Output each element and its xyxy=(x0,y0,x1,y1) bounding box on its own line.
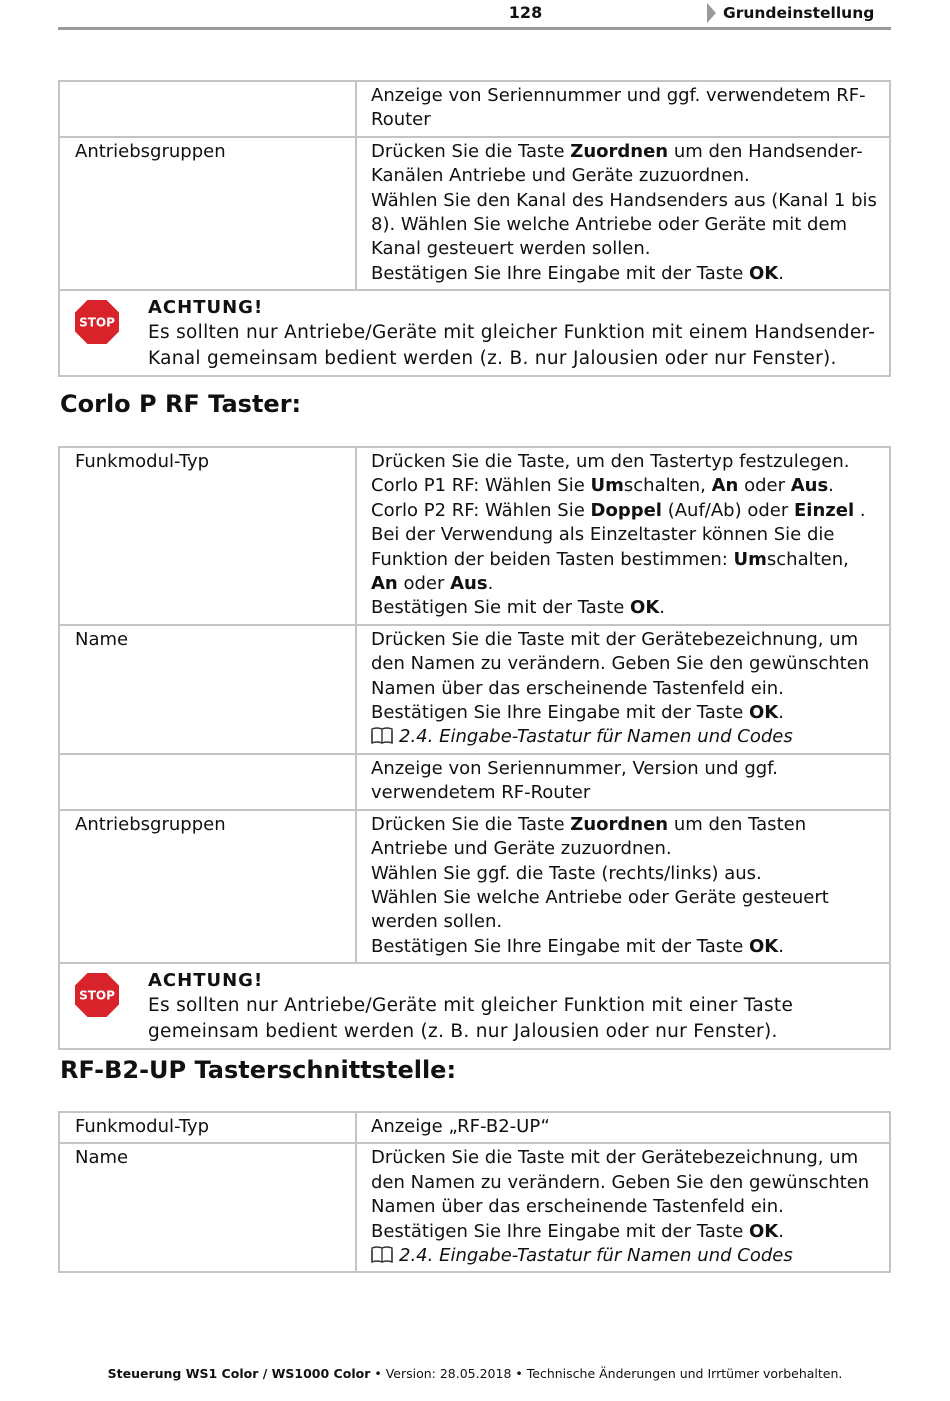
text: . xyxy=(778,935,784,957)
row-label: Funkmodul-Typ xyxy=(59,1112,356,1143)
text: Drücken Sie die Taste xyxy=(371,140,571,162)
text: Drücken Sie die Taste, um den Tastertyp festzulegen. xyxy=(371,451,850,472)
footer-separator: • xyxy=(370,1366,386,1381)
warning-title: ACHTUNG! xyxy=(148,970,264,992)
footer-separator: • xyxy=(511,1366,527,1381)
option-name: Um xyxy=(733,548,767,570)
section-title: Grundeinstellung xyxy=(723,4,875,22)
warning-text: Es sollten nur Antriebe/Geräte mit gleicher Funktion mit einer Taste gemeinsam bedient werden (z. B. nur Jalousien oder nur Fenster). xyxy=(148,995,794,1042)
table-corlo-taster xyxy=(58,446,891,1050)
stop-label: STOP xyxy=(79,988,115,1003)
key-name: Zuordnen xyxy=(570,813,669,835)
option-name: Doppel xyxy=(590,499,662,521)
footer-note: Technische Änderungen und Irrtümer vorbehalten. xyxy=(526,1366,843,1381)
text: Wählen Sie den Kanal des Handsenders aus (Kanal 1 bis 8). Wählen Sie welche Antriebe oder Geräte mit dem Kanal gesteuert werden sollen. xyxy=(371,189,877,260)
table-row xyxy=(59,1143,890,1272)
row-description xyxy=(356,810,890,963)
text: Drücken Sie die Taste mit der Gerätebezeichnung, um den Namen zu verändern. Geben Sie den gewünschten Namen über das erscheinende Tastenfeld ein. Bestätigen Sie Ihre Eingabe mit der Taste xyxy=(371,1147,870,1242)
table-row xyxy=(59,625,890,754)
text: um den Tasten Antriebe und Geräte zuzuordnen. xyxy=(371,813,807,860)
text: Bei der Verwendung als Einzeltaster können Sie die Funktion der beiden Tasten bestimmen: xyxy=(371,524,835,570)
text: schalten, xyxy=(766,548,849,570)
text: Drücken Sie die Taste xyxy=(371,813,571,835)
warning-title: ACHTUNG! xyxy=(148,297,264,319)
table-row xyxy=(59,447,890,625)
text: Bestätigen Sie mit der Taste xyxy=(371,597,631,619)
cross-reference-link[interactable]: 2.4. Eingabe-Tastatur für Namen und Codes xyxy=(399,1245,793,1267)
option-name: Einzel xyxy=(793,499,855,521)
key-name: OK xyxy=(749,262,779,284)
text: . xyxy=(487,573,494,595)
row-description xyxy=(356,1143,890,1272)
text: . xyxy=(828,475,834,497)
footer-product: Steuerung WS1 Color / WS1000 Color xyxy=(107,1366,371,1381)
table-rf-b2-up xyxy=(58,1111,891,1273)
text: (Auf/Ab) oder xyxy=(661,499,794,521)
warning-cell xyxy=(59,290,890,376)
section-heading: Corlo P RF Taster: xyxy=(60,390,302,418)
book-icon xyxy=(371,1245,393,1263)
row-label: Funkmodul-Typ xyxy=(59,447,356,625)
table-row xyxy=(59,81,890,137)
text: Bestätigen Sie Ihre Eingabe mit der Taste xyxy=(371,935,749,957)
stop-label: STOP xyxy=(79,315,115,330)
text: . xyxy=(778,1220,784,1242)
page-footer xyxy=(0,1366,950,1381)
option-name: Um xyxy=(590,475,624,497)
table-remote-control xyxy=(58,80,891,377)
text: Bestätigen Sie Ihre Eingabe mit der Taste xyxy=(371,262,749,284)
option-name: Aus xyxy=(790,475,829,497)
text: . xyxy=(854,499,866,521)
key-name: OK xyxy=(749,935,779,957)
text: oder xyxy=(738,475,791,497)
text: Wählen Sie ggf. die Taste (rechts/links) aus. xyxy=(371,862,762,884)
row-description: Anzeige „RF-B2-UP“ xyxy=(356,1112,890,1143)
stop-sign-icon xyxy=(74,972,120,1018)
text: schalten, xyxy=(623,475,712,497)
table-row xyxy=(59,810,890,963)
warning-row xyxy=(59,963,890,1049)
section-label xyxy=(705,3,891,23)
text: . xyxy=(778,702,784,724)
key-name: OK xyxy=(630,597,660,619)
text: oder xyxy=(397,573,451,595)
row-label: Name xyxy=(59,1143,356,1272)
text: Corlo P1 RF: Wählen Sie xyxy=(371,475,591,497)
cross-reference-link[interactable]: 2.4. Eingabe-Tastatur für Namen und Codes xyxy=(399,726,793,748)
table-row xyxy=(59,754,890,810)
key-name: OK xyxy=(749,702,779,724)
text: Wählen Sie welche Antriebe oder Geräte gesteuert werden sollen. xyxy=(371,886,829,933)
text: . xyxy=(659,597,665,619)
key-name: Zuordnen xyxy=(570,140,669,162)
row-label xyxy=(59,754,356,810)
row-label: Name xyxy=(59,625,356,754)
row-description xyxy=(356,137,890,290)
option-name: An xyxy=(371,573,398,595)
key-name: OK xyxy=(749,1220,779,1242)
warning-row xyxy=(59,290,890,376)
text: Drücken Sie die Taste mit der Gerätebezeichnung, um den Namen zu verändern. Geben Sie den gewünschten Namen über das erscheinende Tastenfeld ein. Bestätigen Sie Ihre Eingabe mit der Taste xyxy=(371,628,870,724)
text: Corlo P2 RF: Wählen Sie xyxy=(371,499,591,521)
footer-version: Version: 28.05.2018 xyxy=(385,1366,512,1381)
option-name: An xyxy=(711,475,739,497)
text: . xyxy=(778,262,784,284)
row-label: Antriebsgruppen xyxy=(59,810,356,963)
book-icon xyxy=(371,726,393,744)
arrow-right-icon xyxy=(707,3,716,23)
stop-sign-icon xyxy=(74,299,120,345)
warning-cell xyxy=(59,963,890,1049)
page-header xyxy=(58,0,891,30)
row-description xyxy=(356,447,890,625)
text: um den Handsender-Kanälen Antriebe und Geräte zuzuordnen. xyxy=(371,140,863,187)
row-description xyxy=(356,625,890,754)
row-description: Anzeige von Seriennummer und ggf. verwendetem RF-Router xyxy=(356,81,890,137)
row-label xyxy=(59,81,356,137)
section-heading: RF-B2-UP Tasterschnittstelle: xyxy=(60,1056,457,1084)
warning-text: Es sollten nur Antriebe/Geräte mit gleicher Funktion mit einem Handsender-Kanal gemeinsam bedient werden (z. B. nur Jalousien oder nur Fenster). xyxy=(148,322,876,369)
row-description: Anzeige von Seriennummer, Version und ggf. verwendetem RF-Router xyxy=(356,754,890,810)
option-name: Aus xyxy=(450,573,488,595)
table-row xyxy=(59,137,890,290)
row-label: Antriebsgruppen xyxy=(59,137,356,290)
page-number: 128 xyxy=(508,3,543,22)
table-row xyxy=(59,1112,890,1143)
